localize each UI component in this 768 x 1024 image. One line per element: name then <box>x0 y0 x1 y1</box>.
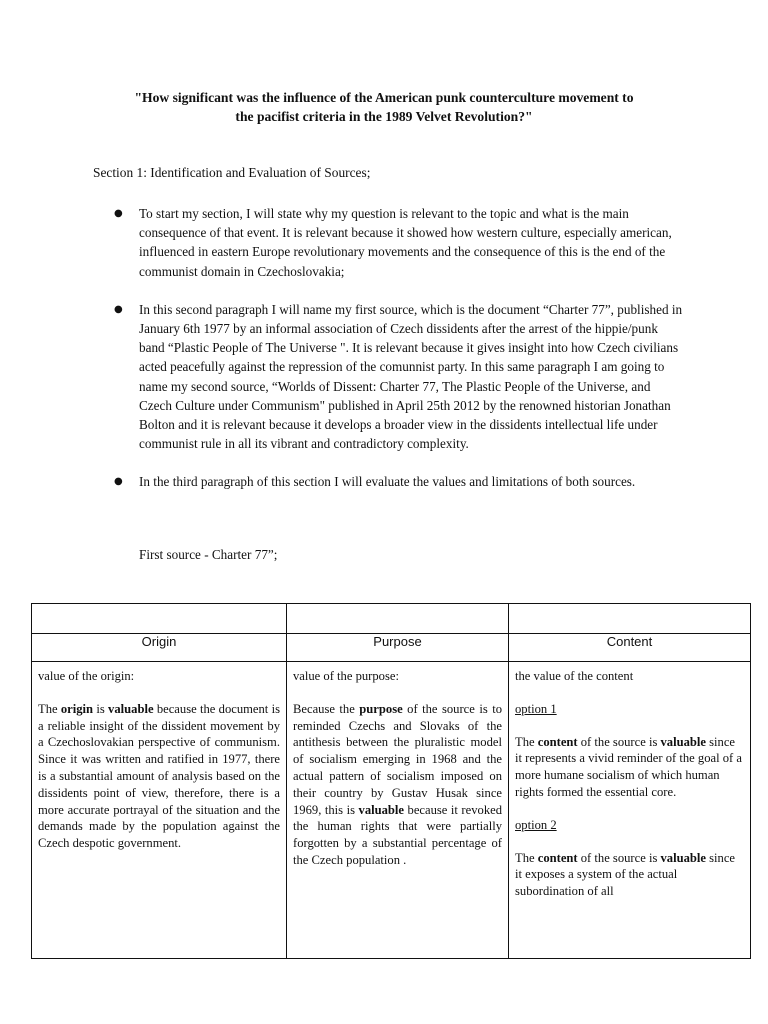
first-source-label: First source - Charter 77”; <box>139 547 278 562</box>
document-title <box>60 88 708 126</box>
bullet-item <box>114 204 684 281</box>
table-cell <box>509 604 751 634</box>
bullet-item <box>114 300 684 454</box>
option-1-label: option 1 <box>515 701 557 716</box>
option-1-paragraph: The content of the source is valuable since it represents a vivid reminder of the goal of a more humane socialism of which human rights formed the essential core. <box>515 734 742 799</box>
table-header-row <box>32 634 751 662</box>
evaluation-table <box>31 603 751 959</box>
header-purpose: Purpose <box>287 634 509 662</box>
header-content: Content <box>509 634 751 662</box>
purpose-cell <box>287 662 509 959</box>
title-line-2: the pacifist criteria in the 1989 Velvet Revolution?" <box>235 109 533 124</box>
origin-paragraph: The origin is valuable because the document is a reliable insight of the dissident movement by a Czechoslovakian perspective of communism. Since it was written and ratified in 1977, there is a substantial amount of analysis based on the dissidents point of view, therefore, there is a more accurate portrayal of the situation and the demands made by the population against the Czech despotic government. <box>38 701 280 851</box>
bullet-icon: ● <box>114 303 123 315</box>
content-cell <box>509 662 751 959</box>
table-cell <box>32 604 287 634</box>
option-2-paragraph: The content of the source is valuable since it exposes a system of the actual subordination of all <box>515 850 736 899</box>
bullet-item <box>114 472 684 491</box>
bullet-list <box>114 204 684 511</box>
section-heading: Section 1: Identification and Evaluation of Sources; <box>93 165 371 180</box>
header-origin: Origin <box>32 634 287 662</box>
table-blank-row <box>32 604 751 634</box>
purpose-intro: value of the purpose: <box>293 669 399 683</box>
purpose-paragraph: Because the purpose of the source is to reminded Czechs and Slovaks of the antithesis between the pluralistic model of socialism emerging in 1968 and the actual pattern of socialism imposed on their country by Gustav Husak since 1969, this is valuable because it revoked the human rights that were partially forgotten by a substantial percentage of the Czech population . <box>293 701 502 867</box>
bullet-icon: ● <box>114 208 123 219</box>
option-2-label: option 2 <box>515 817 557 832</box>
origin-intro: value of the origin: <box>38 669 135 683</box>
bullet-text: In this second paragraph I will name my first source, which is the document “Charter 77”, published in January 6th 1977 by an informal association of Czech dissidents after the arrest of the hippie/punk band “Plastic People of The Universe ". It is relevant because it gives insight into how Czech civilians acted peacefully against the repression of the comunnist party. In this same paragraph I am going to name my second source, “Worlds of Dissent: Charter 77, The Plastic People of the Universe, and Czech Culture under Communism" published in April 25th 2012 by the renowned historian Jonathan Bolton and it is relevant because it develops a broader view in the dissidents intellectual life under communist rule in all its vibrant and contradictory complexity. <box>139 301 683 452</box>
bullet-text: To start my section, I will state why my question is relevant to the topic and what is the main consequence of that event. It is relevant because it showed how western culture, especially american, influenced in eastern Europe revolutionary movements and the consequence of this is the end of the communist domain in Czechoslovakia; <box>139 206 672 279</box>
table-cell <box>287 604 509 634</box>
bullet-text: In the third paragraph of this section I will evaluate the values and limitations of both sources. <box>139 474 636 490</box>
table-row <box>32 662 751 959</box>
origin-cell <box>32 662 287 959</box>
bullet-icon: ● <box>114 476 123 488</box>
content-intro: the value of the content <box>515 669 634 683</box>
title-line-1: "How significant was the influence of the American punk counterculture movement to <box>134 90 634 105</box>
